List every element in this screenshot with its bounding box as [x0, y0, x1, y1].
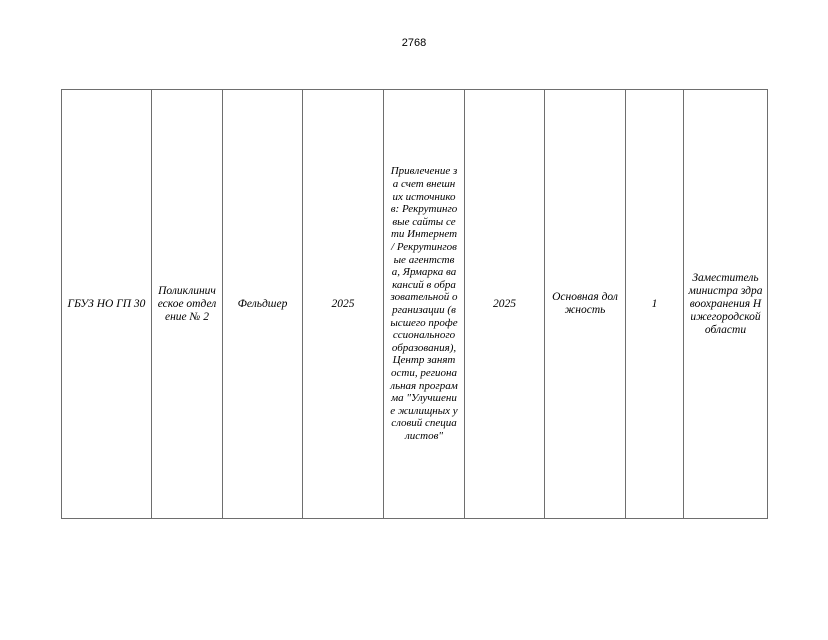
cell-position: Фельдшер: [223, 90, 303, 519]
staffing-table: [61, 89, 768, 519]
cell-job-type: Основная должность: [545, 90, 626, 519]
page-number: 2768: [401, 37, 427, 49]
cell-year-planned: 2025: [465, 90, 545, 519]
cell-organization: ГБУЗ НО ГП 30: [62, 90, 152, 519]
cell-sources: Привлечение за счет внешних источников: Рекрутинговые сайты сети Интернет / Рекрутинговые агентства, Ярмарка вакансий в образовательной организации (высшего профессионального образования), Центр занятости, региональная программа "Улучшение жилищных условий специалистов": [384, 90, 465, 519]
table-row: [62, 90, 768, 519]
cell-count: 1: [626, 90, 684, 519]
cell-department: Поликлиническое отделение № 2: [152, 90, 223, 519]
cell-responsible: Заместитель министра здравоохранения Нижегородской области: [684, 90, 768, 519]
cell-year: 2025: [303, 90, 384, 519]
